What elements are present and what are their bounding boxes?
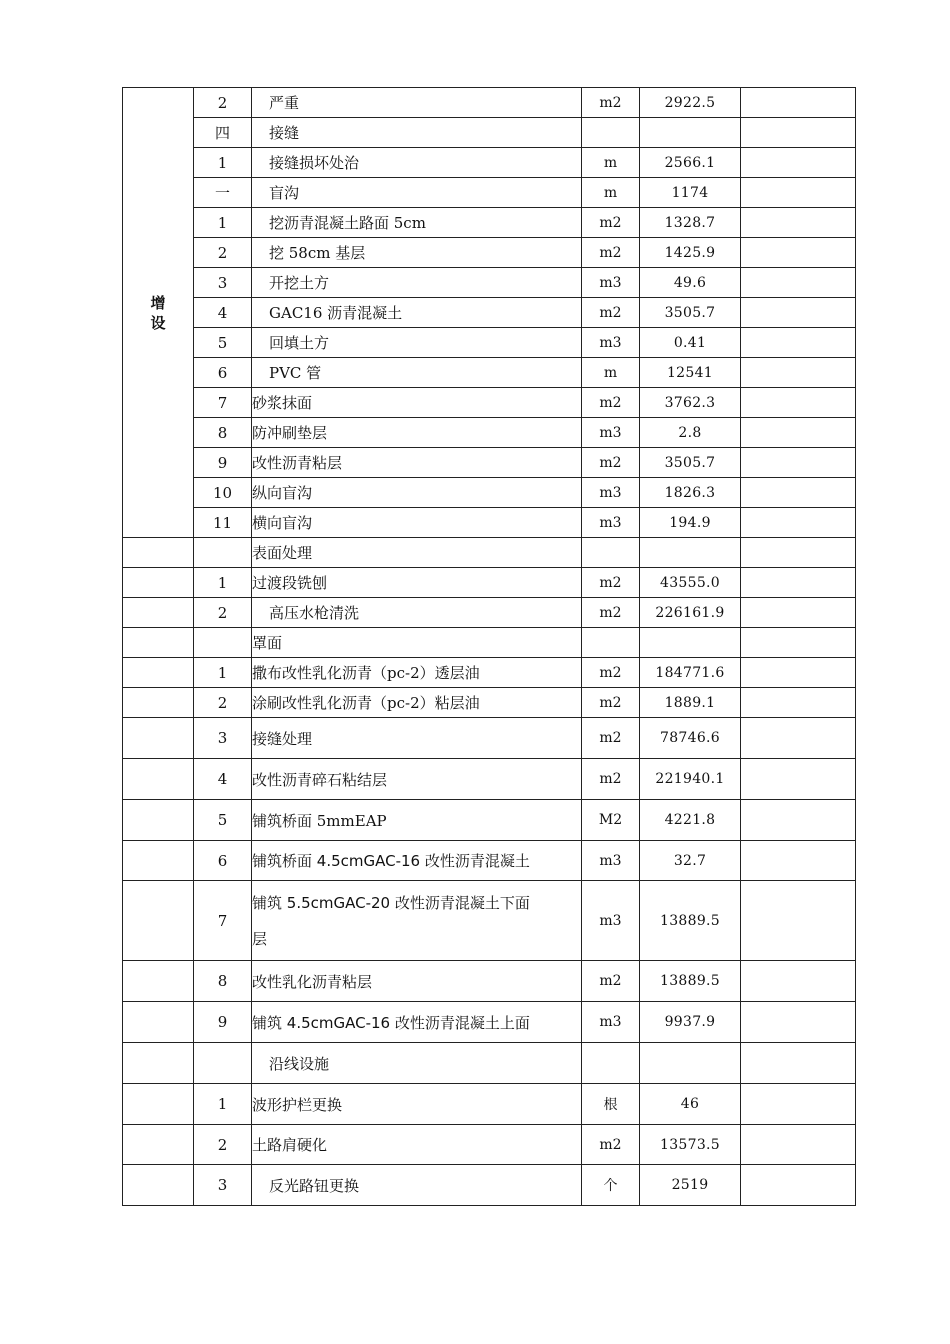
item-quantity: 1174 — [640, 178, 741, 208]
item-note — [741, 961, 856, 1002]
table-row — [123, 688, 856, 718]
section-cell-empty — [123, 759, 194, 800]
item-unit: m2 — [582, 298, 640, 328]
table-row — [123, 118, 856, 148]
item-quantity: 2922.5 — [640, 88, 741, 118]
item-unit: m2 — [582, 208, 640, 238]
item-name: 改性乳化沥青粘层 — [252, 961, 582, 1002]
item-unit: 个 — [582, 1165, 640, 1206]
item-number: 8 — [194, 961, 252, 1002]
item-note — [741, 598, 856, 628]
item-note — [741, 358, 856, 388]
item-note — [741, 568, 856, 598]
item-number: 3 — [194, 1165, 252, 1206]
item-note — [741, 841, 856, 881]
item-name: 波形护栏更换 — [252, 1084, 582, 1125]
section-cell-empty — [123, 1084, 194, 1125]
item-note — [741, 1125, 856, 1165]
item-number: 4 — [194, 298, 252, 328]
item-unit: m2 — [582, 759, 640, 800]
item-name-part: 铺筑桥面 — [252, 852, 317, 870]
item-unit: M2 — [582, 800, 640, 841]
section-cell-empty — [123, 598, 194, 628]
item-note — [741, 268, 856, 298]
item-name: 改性沥青碎石粘结层 — [252, 759, 582, 800]
item-note — [741, 688, 856, 718]
item-note — [741, 208, 856, 238]
section-cell-empty — [123, 718, 194, 759]
item-number: 1 — [194, 148, 252, 178]
item-name: 沿线设施 — [252, 1043, 582, 1084]
item-unit: m3 — [582, 1002, 640, 1043]
item-unit: m3 — [582, 328, 640, 358]
item-number: 5 — [194, 328, 252, 358]
item-quantity: 13573.5 — [640, 1125, 741, 1165]
item-unit: m — [582, 358, 640, 388]
section-cell-empty — [123, 1165, 194, 1206]
item-name: 横向盲沟 — [252, 508, 582, 538]
item-quantity: 1425.9 — [640, 238, 741, 268]
item-number: 8 — [194, 418, 252, 448]
item-name: 接缝 — [252, 118, 582, 148]
section-cell-empty — [123, 961, 194, 1002]
item-note — [741, 628, 856, 658]
item-name-part: 改性沥青混凝土下面 — [390, 893, 530, 912]
section-cell-empty — [123, 1002, 194, 1043]
table-row — [123, 1043, 856, 1084]
item-note — [741, 538, 856, 568]
item-name-part: 改性沥青混凝土上面 — [390, 1013, 530, 1032]
item-note — [741, 118, 856, 148]
item-number: 1 — [194, 1084, 252, 1125]
item-note — [741, 238, 856, 268]
table-row — [123, 961, 856, 1002]
item-quantity: 3505.7 — [640, 448, 741, 478]
item-name: 纵向盲沟 — [252, 478, 582, 508]
item-name: 土路肩硬化 — [252, 1125, 582, 1165]
section-cell-empty — [123, 688, 194, 718]
item-name: 盲沟 — [252, 178, 582, 208]
item-number: 1 — [194, 208, 252, 238]
item-number: 1 — [194, 658, 252, 688]
table-row — [123, 598, 856, 628]
item-note — [741, 448, 856, 478]
item-quantity: 9937.9 — [640, 1002, 741, 1043]
table-row — [123, 448, 856, 478]
table-row — [123, 538, 856, 568]
item-unit: m2 — [582, 88, 640, 118]
item-note — [741, 658, 856, 688]
item-quantity: 13889.5 — [640, 961, 741, 1002]
item-quantity: 46 — [640, 1084, 741, 1125]
item-quantity — [640, 118, 741, 148]
item-quantity: 13889.5 — [640, 881, 741, 961]
table-row — [123, 718, 856, 759]
item-number: 1 — [194, 568, 252, 598]
item-name: 过渡段铣刨 — [252, 568, 582, 598]
item-name — [252, 881, 582, 961]
table-row — [123, 298, 856, 328]
item-unit: m2 — [582, 718, 640, 759]
table-row — [123, 1165, 856, 1206]
item-unit — [582, 538, 640, 568]
section-cell-empty — [123, 1125, 194, 1165]
item-unit: m3 — [582, 268, 640, 298]
item-unit: m2 — [582, 658, 640, 688]
table-row — [123, 328, 856, 358]
item-number: 2 — [194, 88, 252, 118]
item-note — [741, 800, 856, 841]
item-name: 反光路钮更换 — [252, 1165, 582, 1206]
quantity-table — [122, 87, 856, 1206]
table-row — [123, 1125, 856, 1165]
item-name: 接缝处理 — [252, 718, 582, 759]
item-quantity: 78746.6 — [640, 718, 741, 759]
item-unit: m2 — [582, 961, 640, 1002]
item-unit: m2 — [582, 388, 640, 418]
item-note — [741, 881, 856, 961]
item-quantity: 1328.7 — [640, 208, 741, 238]
item-number — [194, 1043, 252, 1084]
item-number: 7 — [194, 388, 252, 418]
item-unit — [582, 1043, 640, 1084]
item-name: 砂浆抹面 — [252, 388, 582, 418]
item-name: 开挖土方 — [252, 268, 582, 298]
item-number: 5 — [194, 800, 252, 841]
item-unit: m3 — [582, 418, 640, 448]
item-quantity: 0.41 — [640, 328, 741, 358]
item-note — [741, 1084, 856, 1125]
item-unit: m2 — [582, 238, 640, 268]
table-row — [123, 508, 856, 538]
item-name: 涂刷改性乳化沥青（pc-2）粘层油 — [252, 688, 582, 718]
table-row — [123, 881, 856, 961]
table-row — [123, 148, 856, 178]
item-quantity — [640, 1043, 741, 1084]
item-note — [741, 328, 856, 358]
item-name: 严重 — [252, 88, 582, 118]
section-cell-empty — [123, 881, 194, 961]
item-unit: m — [582, 148, 640, 178]
item-number — [194, 628, 252, 658]
item-note — [741, 148, 856, 178]
item-name-part: 层 — [252, 929, 268, 948]
item-note — [741, 759, 856, 800]
item-quantity: 194.9 — [640, 508, 741, 538]
item-name: 高压水枪清洗 — [252, 598, 582, 628]
table-row — [123, 628, 856, 658]
item-unit — [582, 628, 640, 658]
item-number: 3 — [194, 718, 252, 759]
item-number — [194, 538, 252, 568]
table-row — [123, 759, 856, 800]
item-quantity: 2566.1 — [640, 148, 741, 178]
item-number: 2 — [194, 598, 252, 628]
item-name: 回填土方 — [252, 328, 582, 358]
item-quantity: 49.6 — [640, 268, 741, 298]
item-name: 撒布改性乳化沥青（pc-2）透层油 — [252, 658, 582, 688]
table-row — [123, 800, 856, 841]
item-quantity: 1889.1 — [640, 688, 741, 718]
item-unit: 根 — [582, 1084, 640, 1125]
item-note — [741, 88, 856, 118]
item-number: 四 — [194, 118, 252, 148]
item-name-part: 铺筑 — [252, 893, 287, 912]
item-quantity: 221940.1 — [640, 759, 741, 800]
item-number: 11 — [194, 508, 252, 538]
table-row — [123, 841, 856, 881]
item-number: 3 — [194, 268, 252, 298]
item-name: 表面处理 — [252, 538, 582, 568]
table-row — [123, 178, 856, 208]
item-note — [741, 718, 856, 759]
item-unit: m2 — [582, 598, 640, 628]
table-row — [123, 358, 856, 388]
section-label-cell — [123, 88, 194, 538]
item-quantity: 2519 — [640, 1165, 741, 1206]
section-cell-empty — [123, 658, 194, 688]
table-row — [123, 568, 856, 598]
item-name: GAC16 沥青混凝土 — [252, 298, 582, 328]
section-cell-empty — [123, 800, 194, 841]
item-unit: m — [582, 178, 640, 208]
item-number: 9 — [194, 1002, 252, 1043]
item-quantity: 3762.3 — [640, 388, 741, 418]
table-row — [123, 238, 856, 268]
section-cell-empty — [123, 538, 194, 568]
item-note — [741, 178, 856, 208]
item-quantity: 32.7 — [640, 841, 741, 881]
item-quantity: 43555.0 — [640, 568, 741, 598]
item-name: 罩面 — [252, 628, 582, 658]
item-quantity: 4221.8 — [640, 800, 741, 841]
item-number: 2 — [194, 688, 252, 718]
item-number: 6 — [194, 358, 252, 388]
section-label: 增 设 — [150, 293, 166, 332]
item-name-part: 改性沥青混凝土 — [420, 852, 530, 870]
section-cell-empty — [123, 1043, 194, 1084]
section-cell-empty — [123, 628, 194, 658]
table-row — [123, 388, 856, 418]
item-quantity: 2.8 — [640, 418, 741, 448]
item-name: 挖沥青混凝土路面 5cm — [252, 208, 582, 238]
table-row — [123, 1002, 856, 1043]
item-name: 防冲刷垫层 — [252, 418, 582, 448]
table-row — [123, 88, 856, 118]
item-note — [741, 1165, 856, 1206]
item-note — [741, 298, 856, 328]
table-row — [123, 268, 856, 298]
item-quantity: 12541 — [640, 358, 741, 388]
item-number: 9 — [194, 448, 252, 478]
item-note — [741, 1043, 856, 1084]
item-unit: m2 — [582, 1125, 640, 1165]
item-number: 一 — [194, 178, 252, 208]
table-row — [123, 478, 856, 508]
item-name-part: 铺筑 — [252, 1013, 287, 1032]
item-name-spec: 4.5cmGAC-16 — [286, 1013, 391, 1032]
item-number: 2 — [194, 1125, 252, 1165]
item-note — [741, 478, 856, 508]
item-quantity: 3505.7 — [640, 298, 741, 328]
item-name: 铺筑桥面 5mmEAP — [252, 800, 582, 841]
item-note — [741, 1002, 856, 1043]
item-number: 10 — [194, 478, 252, 508]
item-quantity — [640, 628, 741, 658]
item-number: 2 — [194, 238, 252, 268]
item-name-spec: 5.5cmGAC-20 — [286, 893, 391, 912]
section-cell-empty — [123, 568, 194, 598]
item-unit: m2 — [582, 688, 640, 718]
item-unit: m3 — [582, 478, 640, 508]
item-number: 6 — [194, 841, 252, 881]
section-cell-empty — [123, 841, 194, 881]
item-unit — [582, 118, 640, 148]
item-note — [741, 388, 856, 418]
item-name-spec: 4.5cmGAC-16 — [316, 852, 421, 870]
item-number: 7 — [194, 881, 252, 961]
item-quantity: 226161.9 — [640, 598, 741, 628]
table-row — [123, 418, 856, 448]
table-row — [123, 1084, 856, 1125]
item-quantity: 1826.3 — [640, 478, 741, 508]
item-note — [741, 418, 856, 448]
item-unit: m3 — [582, 841, 640, 881]
item-unit: m3 — [582, 508, 640, 538]
item-name: PVC 管 — [252, 358, 582, 388]
item-name — [252, 1002, 582, 1043]
item-name: 改性沥青粘层 — [252, 448, 582, 478]
item-unit: m3 — [582, 881, 640, 961]
item-unit: m2 — [582, 448, 640, 478]
item-name — [252, 841, 582, 881]
item-number: 4 — [194, 759, 252, 800]
item-quantity: 184771.6 — [640, 658, 741, 688]
item-note — [741, 508, 856, 538]
item-name: 挖 58cm 基层 — [252, 238, 582, 268]
item-quantity — [640, 538, 741, 568]
item-name: 接缝损坏处治 — [252, 148, 582, 178]
table-row — [123, 208, 856, 238]
table-row — [123, 658, 856, 688]
item-unit: m2 — [582, 568, 640, 598]
